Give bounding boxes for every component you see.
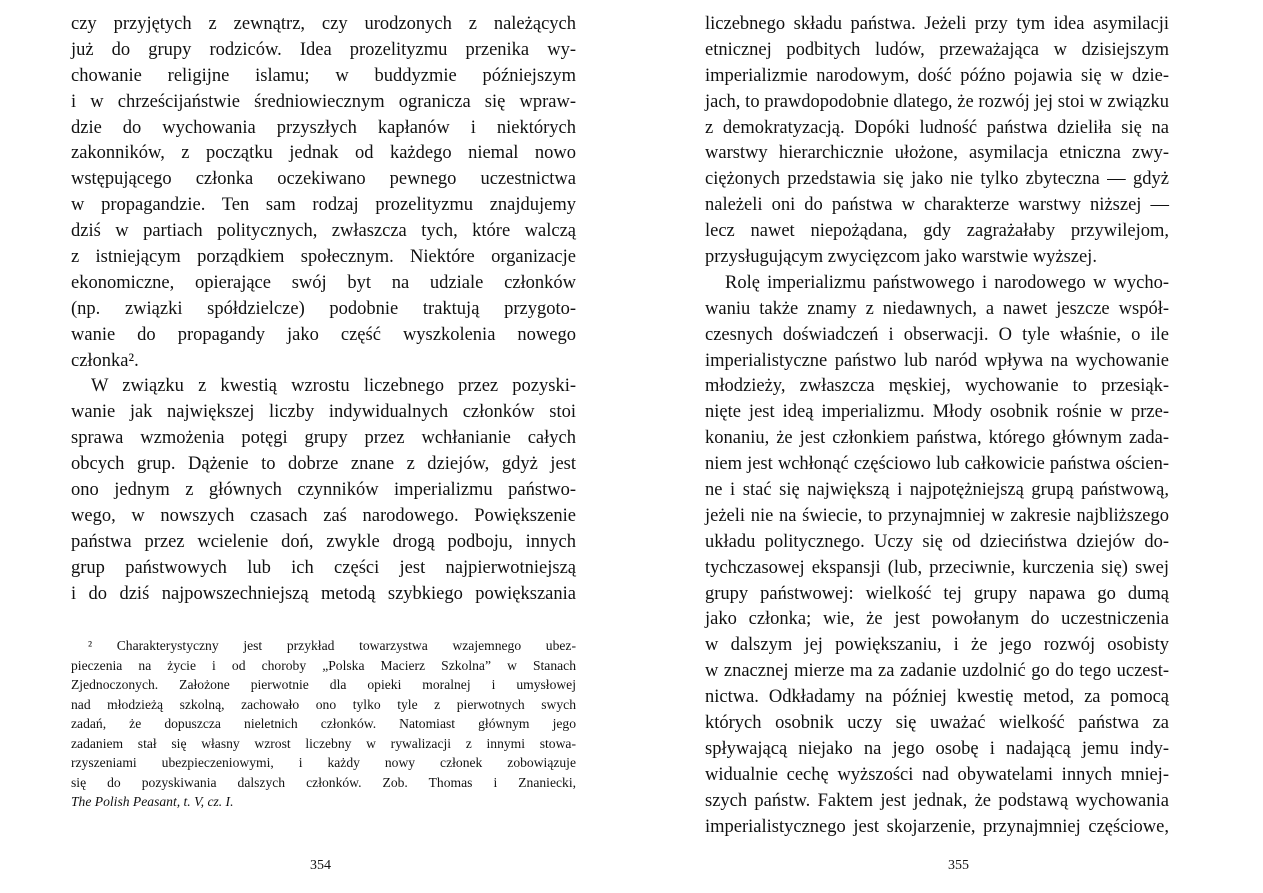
text-line: ekonomiczne, opierające swój byt na udziale członków (71, 272, 576, 293)
footnote (71, 636, 576, 812)
footnote-line: Zjednoczonych. Założone pierwotnie dla opieki moralnej i umysłowej (71, 677, 576, 692)
text-line: czesnych doświadczeń i obserwacji. O tyle właśnie, o ile (705, 324, 1169, 345)
text-line: konaniu, że jest członkiem państwa, którego głównym zada- (705, 428, 1169, 449)
text-line: obcych grup. Dążenie to dobrze znane z dziejów, gdyż jest (71, 454, 576, 475)
text-line: w dalszym jej powiększaniu, i że jego rozwój osobisty (705, 635, 1169, 656)
text-line: ono jednym z głównych czynników imperializmu państwo- (71, 480, 576, 501)
text-line: jako członka; wie, że jest powołanym do uczestniczenia (705, 609, 1169, 630)
text-line: chowanie religijne islamu; w buddyzmie późniejszym (71, 65, 576, 86)
text-line: przysługującym zwycięzcom jako warstwie wyższej. (705, 247, 1097, 268)
text-line: grupy państwowej: wielkość tej grupy napawa go dumą (705, 583, 1169, 604)
text-line: sprawa wzmożenia potęgi grupy przez wchłanianie całych (71, 428, 576, 449)
text-line: lecz nawet niepożądana, gdy zagrażałaby przywilejom, (705, 221, 1169, 242)
text-line: nięte jest ideą imperializmu. Młody osobnik rośnie w prze- (705, 402, 1169, 423)
text-line: wego, w nowszych czasach zaś narodowego. Powiększenie (71, 505, 576, 526)
text-line: szych państw. Faktem jest jednak, że podstawą wychowania (705, 790, 1169, 811)
right-body-text (705, 12, 1169, 841)
page-number: 355 (948, 858, 969, 873)
text-line: wanie jak największej liczby indywidualnych członków stoi (71, 402, 576, 423)
left-page (0, 0, 631, 893)
footnote-line: ² Charakterystyczny jest przykład towarzystwa wzajemnego ubez- (88, 638, 576, 653)
text-line: i do dziś najpowszechniejszą metodą szybkiego powiększania (71, 583, 576, 604)
text-line: etnicznej podbitych ludów, przeważająca w dzisiejszym (705, 39, 1169, 60)
text-line: jach, to prawdopodobnie dlatego, że rozwój jej stoi w związku (705, 91, 1169, 112)
text-line: (np. związki spółdzielcze) podobnie traktują przygoto- (71, 298, 576, 319)
text-line: z demokratyzacją. Dopóki ludność państwa dzieliła się na (705, 117, 1169, 138)
text-line: układu politycznego. Uczy się od dzieciństwa dziejów do- (705, 531, 1169, 552)
text-line: liczebnego składu państwa. Jeżeli przy tym idea asymilacji (705, 14, 1169, 34)
footnote-line: pieczenia na życie i od choroby „Polska Macierz Szkolna” w Stanach (71, 657, 576, 673)
text-line: których osobnik uczy się uważać wielkość państwa za (705, 713, 1169, 734)
text-line: członka². (71, 350, 139, 371)
text-line: widualnie cechę wyższości nad obywatelami innych mniej- (705, 764, 1169, 785)
text-line: niem jest wchłonąć częściowo lub całkowicie państwa ościen- (705, 454, 1169, 475)
text-line: waniu także znamy z niedawnych, a nawet jeszcze współ- (705, 298, 1169, 319)
text-line: warstwy hierarchicznie ułożone, asymilacja etniczna zwy- (705, 143, 1169, 164)
text-line: jeżeli nie na świecie, to przynajmniej w zakresie najbliższego (705, 505, 1169, 526)
left-body-text (71, 12, 576, 607)
text-line: spływającą niejako na jego osobę i nadającą jemu indy- (705, 738, 1169, 759)
text-line: zakonników, z początku jednak od każdego niemal nowo (71, 143, 576, 164)
text-line: wanie do propagandy jako część wyszkolenia nowego (71, 324, 576, 345)
text-line: i w chrześcijaństwie średniowiecznym ogranicza się wpraw- (71, 91, 576, 112)
text-line: w znacznej mierze ma za zadanie uzdolnić go do tego uczest- (705, 661, 1169, 682)
footnote-line: The Polish Peasant, t. V, cz. I. (71, 794, 234, 809)
text-line: wstępującego członka oczekiwano pewnego uczestnictwa (71, 169, 576, 190)
footnote-line: zadaniem stał się własny wzrost liczebny w rywalizacji z innymi stowa- (71, 735, 576, 751)
right-page (631, 0, 1263, 893)
text-line: należeli oni do państwa w charakterze warstwy niższej — (705, 195, 1169, 216)
text-line: czy przyjętych z zewnątrz, czy urodzonych z należących (71, 14, 576, 34)
text-line: z istniejącym porządkiem społecznym. Niektóre organizacje (71, 247, 576, 268)
text-line: dziś w partiach politycznych, zwłaszcza tych, które walczą (71, 221, 576, 242)
text-line: już do grupy rodziców. Idea prozelityzmu przenika wy- (71, 39, 576, 60)
text-line: nictwa. Odkładamy na później kwestię metod, za pomocą (705, 687, 1169, 708)
text-line: ciężonych przedstawia się jako nie tylko zbyteczna — gdyż (705, 169, 1169, 190)
footnote-line: zadań, że dopuszcza nieletnich członków. Natomiast głównym jego (71, 716, 576, 731)
text-line: młodzieży, zwłaszcza męskiej, wychowanie to przesiąk- (705, 376, 1169, 397)
footnote-line: nad młodzieżą szkolną, zachowało ono tylko tyle z pierwotnych swych (71, 696, 576, 712)
text-line: w propagandzie. Ten sam rodzaj prozelityzmu znajdujemy (71, 195, 576, 216)
text-line: imperialistycznego jest skojarzenie, przynajmniej częściowe, (705, 816, 1169, 837)
text-line: grup państwowych lub ich części jest najpierwotniejszą (71, 557, 576, 578)
text-line: dzie do wychowania przyszłych kapłanów i niektórych (71, 117, 576, 138)
text-line: Rolę imperializmu państwowego i narodowego w wycho- (725, 272, 1169, 293)
text-line: imperializmie narodowym, dość późno pojawia się w dzie- (705, 65, 1169, 86)
text-line: ne i stać się największą i najpotężniejszą grupą państwową, (705, 480, 1169, 501)
text-line: imperialistyczne państwo lub naród wpływa na wychowanie (705, 350, 1169, 371)
footnote-line: rzyszeniami ubezpieczeniowymi, i każdy nowy członek zobowiązuje (71, 755, 576, 770)
page-number: 354 (310, 858, 331, 873)
text-line: państwa przez wcielenie doń, zwykle drogą podboju, innych (71, 531, 576, 552)
text-line: W związku z kwestią wzrostu liczebnego przez pozyski- (91, 376, 576, 397)
footnote-line: się do pozyskiwania dalszych członków. Zob. Thomas i Znaniecki, (71, 774, 576, 790)
text-line: tychczasowej ekspansji (lub, przeciwnie, kurczenia się) swej (705, 557, 1169, 578)
